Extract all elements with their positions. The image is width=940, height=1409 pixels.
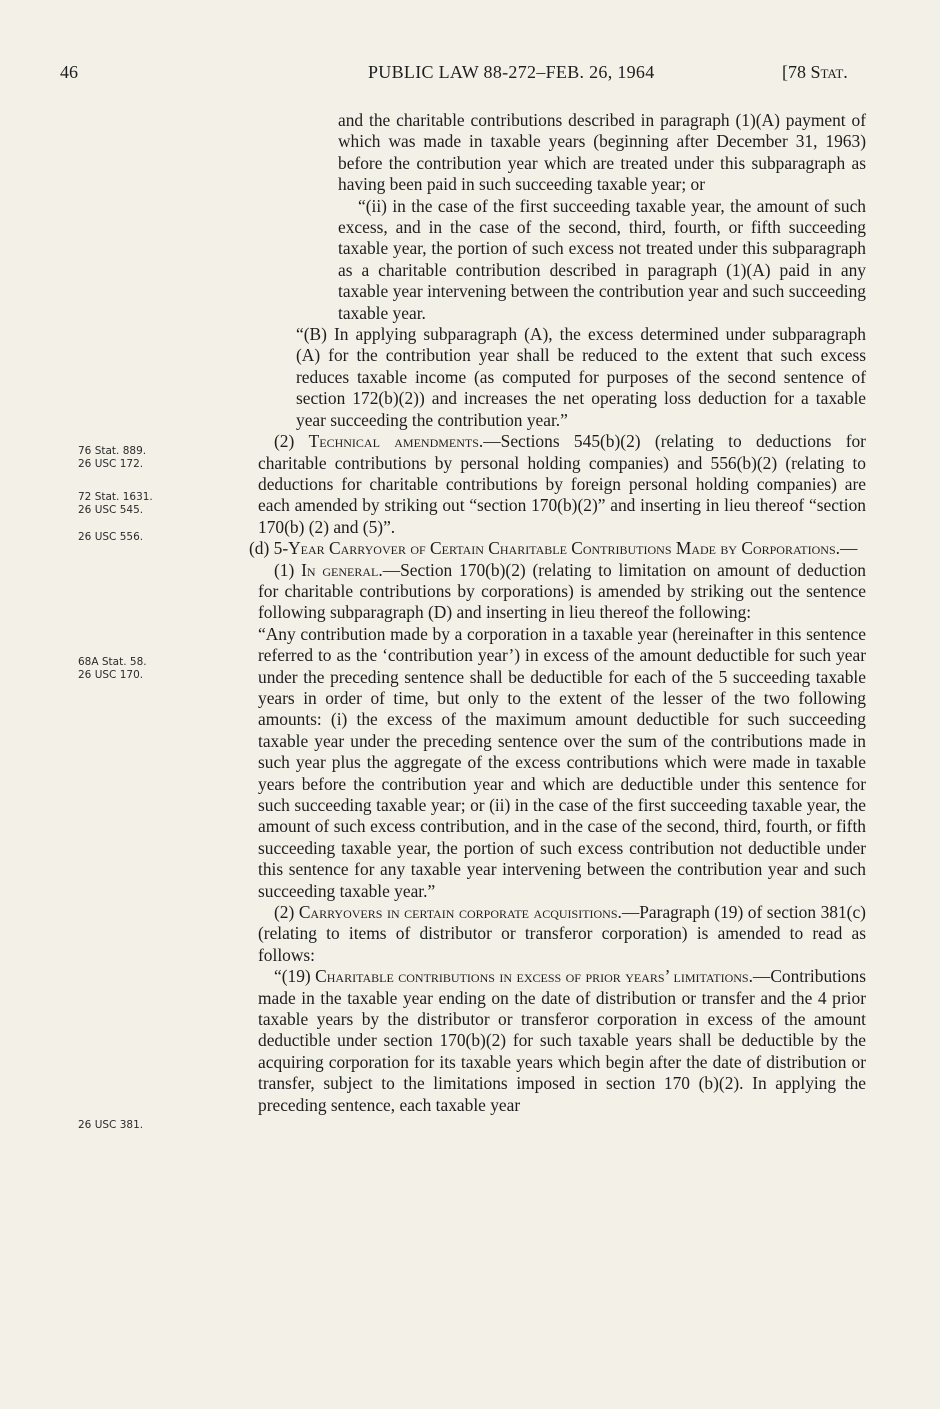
margin-note-line: 76 Stat. 889. [78,445,147,457]
paragraph-lead: (2) [274,902,299,923]
paragraph-continuation: and the charitable contributions described in paragraph (1)(A) payment of which was made in taxable years (beginning after December 31, 1963) before the contribution year which are treated under this subparagraph as having been paid in such succeeding taxable year; or [338,110,866,195]
paragraph-clause-ii: “(ii) in the case of the first succeeding taxable year, the amount of such excess, and in the case of the second, third, fourth, or fifth succeeding taxable year, the portion of such excess not treated under this subparagraph as a charitable contribution described in paragraph (1)(A) paid in any taxable year intervening between the contribution year and such succeeding taxable year. [338,195,866,323]
paragraph-subparagraph-b [258,324,866,431]
paragraph-text: —Section 170(b)(2) (relating to limitation on amount of deduction for charitable contributions by corporations) is amended by striking out the sentence following subparagraph (D) and inserting in lieu thereof the following: [258,559,866,623]
paragraph-text: —Paragraph (19) of section 381(c) (relating to items of distributor or transferor corporation) is amended to read as follows: [258,902,866,965]
paragraph-caption: Charitable contributions in excess of prior years’ limitations. [315,966,753,987]
statute-volume-prefix: [78 [782,62,811,82]
paragraph-19 [258,966,866,1116]
margin-note [78,531,143,544]
paragraph-in-general [258,560,866,624]
paragraph-caption: 5-Year Carryover of Certain Charitable Contributions Made by Corporations.— [273,538,858,559]
margin-note [78,656,147,682]
paragraph-caption: Technical amendments. [308,431,484,452]
margin-note-line: 68A Stat. 58. [78,656,147,668]
page-number: 46 [60,62,78,82]
paragraph-lead: (1) [274,559,302,580]
page-title: PUBLIC LAW 88-272–FEB. 26, 1964 [368,62,655,82]
page-header [0,62,940,86]
paragraph-caption: Carryovers in certain corporate acquisitions. [298,902,622,923]
section-heading-d [233,538,866,559]
paragraph-lead: (2) [274,431,309,452]
paragraph-text: —Contributions made in the taxable year ending on the date of distribution or transfer and the 4 prior taxable years by the distributor or transferor corporation in excess of the amount deductible under section 170(b)(2) for such taxable years shall be deductible by the acquiring corporation for its taxable years which begin after the date of distribution or transfer, subject to the limitations imposed in section 170 (b)(2). In applying the preceding sentence, each taxable year [258,966,866,1115]
statute-volume [782,62,848,83]
paragraph-text: —Sections 545(b)(2) (relating to deductions for charitable contributions by personal holding companies) and 556(b)(2) (relating to deductions for charitable contributions by foreign personal holding companies) are each amended by striking out “section 170(b)(2)” and inserting in lieu thereof “section 170(b) (2) and (5)”. [258,431,866,537]
margin-note-line: 26 USC 545. [78,504,144,516]
subparagraph-b-text: “(B) In applying subparagraph (A), the excess determined under subparagraph (A) for the contribution year shall be reduced to the extent that such excess reduces taxable income (as computed for purposes of the second sentence of section 172(b)(2)) and increases the net operating loss deduction for a taxable year succeeding the contribution year.” [296,324,866,430]
body-text [249,110,866,1116]
paragraph-lead: “(19) [274,966,316,987]
margin-note-line: 26 USC 172. [78,458,144,470]
margin-note-line: 26 USC 381. [78,1119,144,1131]
paragraph-lead: (d) [249,538,274,559]
margin-note-line: 72 Stat. 1631. [78,491,153,503]
statute-volume-word: Stat. [810,62,848,82]
paragraph-carryovers [258,902,866,966]
margin-note-line: 26 USC 556. [78,531,144,543]
margin-note [78,1119,143,1132]
paragraph-quoted-sentence: “Any contribution made by a corporation in a taxable year (hereinafter in this sentence referred to as the ‘contribution year’) in excess of the amount deductible for such year under the preceding sentence shall be deductible for each of the 5 succeeding taxable years in order of time, but only to the extent of the lesser of the two following amounts: (i) the excess of the maximum amount deductible for such succeeding taxable year under the preceding sentence over the sum of the contributions made in such year plus the aggregate of the excess contributions which were made in taxable years before the contribution year and which are deductible under this sentence for such succeeding taxable year; or (ii) in the case of the first succeeding taxable year, the amount of such excess contribution, and in the case of the second, third, fourth, or fifth succeeding taxable year, the portion of such excess contribution not deductible under this sentence for any taxable year intervening between the contribution year and such succeeding taxable year.” [258,623,866,901]
paragraph-technical-amendments [258,431,866,538]
margin-note [78,491,153,517]
margin-note [78,445,146,471]
margin-note-line: 26 USC 170. [78,669,144,681]
paragraph-caption: In general. [301,559,383,580]
